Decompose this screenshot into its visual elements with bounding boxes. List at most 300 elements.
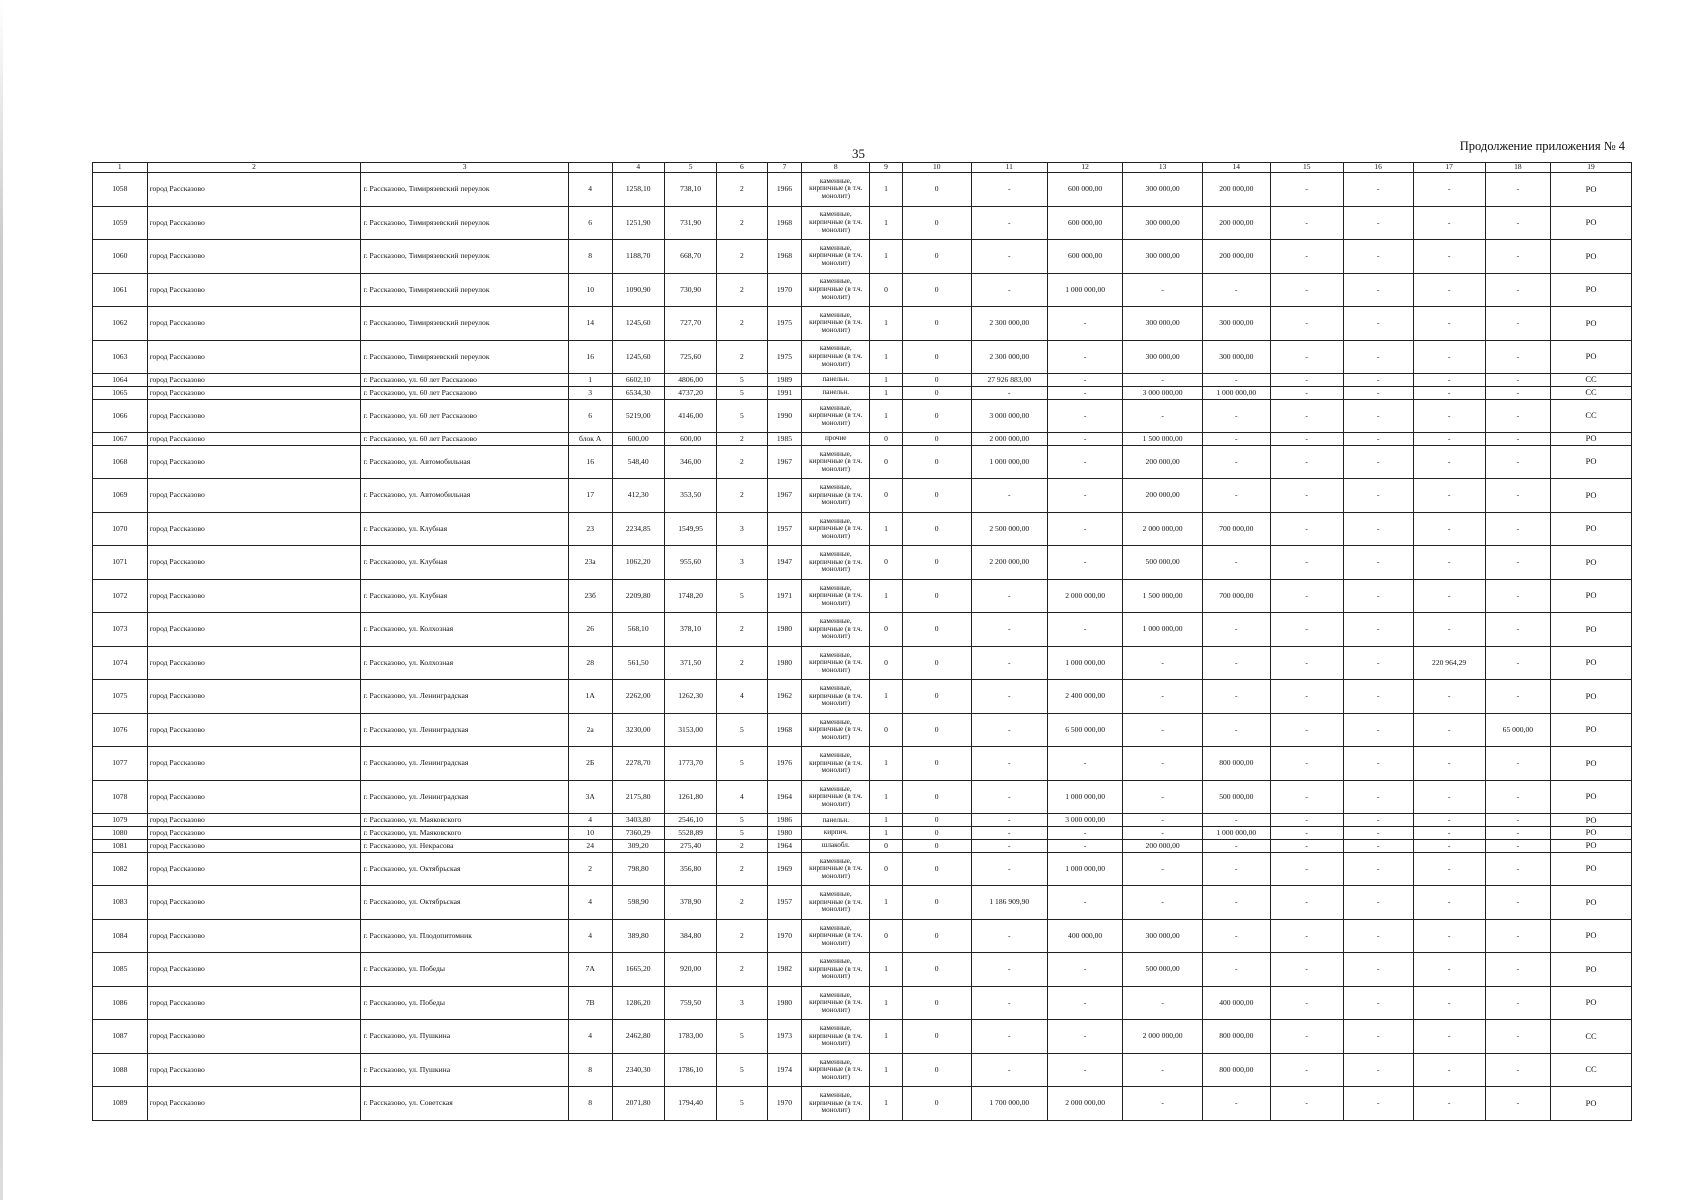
page-number: 35 [852, 146, 865, 161]
table-cell: город Рассказово [147, 713, 361, 747]
table-cell: - [1413, 399, 1485, 433]
table-cell: г. Рассказово, Тимирязевский переулок [361, 240, 568, 274]
table-cell: - [1123, 646, 1203, 680]
table-cell: 1985 [767, 433, 802, 446]
table-cell: - [1123, 886, 1203, 920]
table-cell: - [1202, 399, 1270, 433]
table-cell: 3403,80 [612, 814, 664, 827]
table-cell: - [1413, 240, 1485, 274]
table-cell: 500 000,00 [1123, 546, 1203, 580]
table-row [93, 479, 1632, 513]
table-cell: 10 [568, 827, 612, 840]
table-cell: 1975 [767, 307, 802, 341]
table-cell: г. Рассказово, Тимирязевский переулок [361, 273, 568, 307]
table-cell: - [1270, 986, 1343, 1020]
table-cell: 1060 [93, 240, 148, 274]
table-cell: 200 000,00 [1202, 173, 1270, 207]
table-cell: - [1413, 613, 1485, 647]
table-row [93, 919, 1632, 953]
table-cell: - [1485, 546, 1550, 580]
table-cell: - [1343, 399, 1413, 433]
table-cell: - [1202, 374, 1270, 387]
table-cell: - [1413, 747, 1485, 781]
table-cell: - [971, 852, 1047, 886]
table-row [93, 399, 1632, 433]
table-cell: 0 [902, 579, 971, 613]
table-cell: 2 [717, 646, 767, 680]
table-cell: 1083 [93, 886, 148, 920]
table-cell: 600 000,00 [1047, 173, 1122, 207]
table-cell: - [971, 814, 1047, 827]
table-cell: 1974 [767, 1053, 802, 1087]
table-cell: 1990 [767, 399, 802, 433]
table-cell: 725,60 [664, 340, 716, 374]
table-cell: 400 000,00 [1047, 919, 1122, 953]
table-cell: город Рассказово [147, 579, 361, 613]
table-cell: 300 000,00 [1123, 307, 1203, 341]
table-cell: - [1485, 340, 1550, 374]
table-cell: 200 000,00 [1202, 206, 1270, 240]
table-cell: 1966 [767, 173, 802, 207]
table-cell: город Рассказово [147, 445, 361, 479]
table-cell: 2 [717, 445, 767, 479]
table-cell: 4 [568, 173, 612, 207]
table-cell: 2 000 000,00 [1123, 1020, 1203, 1054]
table-cell: 300 000,00 [1123, 240, 1203, 274]
table-cell: - [1202, 839, 1270, 852]
table-cell: 1067 [93, 433, 148, 446]
table-cell: 1087 [93, 1020, 148, 1054]
table-cell: - [1485, 173, 1550, 207]
table-cell: 1 [870, 374, 903, 387]
table-cell: г. Рассказово, ул. Автомобильная [361, 479, 568, 513]
table-cell: - [1270, 273, 1343, 307]
table-cell: 1 [870, 1053, 903, 1087]
table-cell: 2 000 000,00 [1047, 579, 1122, 613]
table-cell: - [1485, 646, 1550, 680]
table-cell: - [1343, 479, 1413, 513]
table-cell: каменные, кирпичные (в т.ч. монолит) [802, 512, 870, 546]
table-cell: РО [1551, 173, 1632, 207]
table-cell: 0 [870, 273, 903, 307]
table-cell: - [1047, 827, 1122, 840]
table-cell: 1258,10 [612, 173, 664, 207]
table-cell: каменные, кирпичные (в т.ч. монолит) [802, 713, 870, 747]
table-cell: - [1047, 747, 1122, 781]
table-cell: каменные, кирпичные (в т.ч. монолит) [802, 953, 870, 987]
table-cell: 1084 [93, 919, 148, 953]
table-cell: - [1202, 613, 1270, 647]
table-cell: прочие [802, 433, 870, 446]
table-cell: город Рассказово [147, 1020, 361, 1054]
table-cell: 1 [870, 886, 903, 920]
table-cell: 2 [717, 479, 767, 513]
table-row [93, 827, 1632, 840]
table-cell: 0 [870, 445, 903, 479]
table-cell: 2 000 000,00 [1123, 512, 1203, 546]
table-cell: 548,40 [612, 445, 664, 479]
table-cell: 1 000 000,00 [971, 445, 1047, 479]
table-cell: 17 [568, 479, 612, 513]
table-cell: - [1413, 1053, 1485, 1087]
table-cell: 1968 [767, 206, 802, 240]
column-header: 10 [902, 163, 971, 173]
table-cell: каменные, кирпичные (в т.ч. монолит) [802, 445, 870, 479]
table-cell: 1068 [93, 445, 148, 479]
table-cell: 2 [717, 433, 767, 446]
table-cell: 1085 [93, 953, 148, 987]
table-cell: каменные, кирпичные (в т.ч. монолит) [802, 747, 870, 781]
table-cell: каменные, кирпичные (в т.ч. монолит) [802, 1053, 870, 1087]
table-cell: РО [1551, 713, 1632, 747]
table-row [93, 1053, 1632, 1087]
table-cell: 1989 [767, 374, 802, 387]
table-cell: 800 000,00 [1202, 1020, 1270, 1054]
table-cell: - [1343, 307, 1413, 341]
table-cell: 24 [568, 839, 612, 852]
table-cell: г. Рассказово, ул. Клубная [361, 512, 568, 546]
column-header-row [93, 163, 1632, 173]
table-cell: 2209,80 [612, 579, 664, 613]
table-cell: блок А [568, 433, 612, 446]
table-cell: 309,20 [612, 839, 664, 852]
table-cell: 1962 [767, 680, 802, 714]
table-cell: 3 000 000,00 [1123, 386, 1203, 399]
table-cell: 1 000 000,00 [1047, 780, 1122, 814]
table-cell: город Рассказово [147, 646, 361, 680]
scan-edge [0, 0, 3, 1200]
table-cell: - [1202, 713, 1270, 747]
table-cell: - [1270, 340, 1343, 374]
table-cell: 0 [870, 479, 903, 513]
table-cell: 23 [568, 512, 612, 546]
table-cell: 1090,90 [612, 273, 664, 307]
table-cell: - [1270, 827, 1343, 840]
table-cell: 1 [870, 307, 903, 341]
table-cell: 3 000 000,00 [971, 399, 1047, 433]
table-cell: - [1413, 433, 1485, 446]
table-cell: г. Рассказово, ул. Маяковского [361, 827, 568, 840]
table-cell: - [971, 1020, 1047, 1054]
table-cell: 1 000 000,00 [1202, 386, 1270, 399]
table-cell: 1089 [93, 1087, 148, 1121]
table-cell: 1783,00 [664, 1020, 716, 1054]
table-cell: - [1413, 986, 1485, 1020]
table-cell: РО [1551, 986, 1632, 1020]
table-cell: 300 000,00 [1202, 340, 1270, 374]
table-cell: - [1485, 512, 1550, 546]
table-cell: - [1047, 386, 1122, 399]
table-cell: - [1343, 1020, 1413, 1054]
table-cell: 8 [568, 240, 612, 274]
table-cell: - [971, 747, 1047, 781]
table-cell: г. Рассказово, Тимирязевский переулок [361, 340, 568, 374]
table-cell: 600,00 [612, 433, 664, 446]
table-cell: 6534,30 [612, 386, 664, 399]
table-cell: 798,80 [612, 852, 664, 886]
table-cell: 0 [870, 433, 903, 446]
table-cell: - [1485, 886, 1550, 920]
table-cell: 1286,20 [612, 986, 664, 1020]
table-cell: 5 [717, 374, 767, 387]
table-cell: 1 [870, 1087, 903, 1121]
table-cell: - [1202, 814, 1270, 827]
table-row [93, 307, 1632, 341]
table-cell: 700 000,00 [1202, 579, 1270, 613]
table-cell: - [1123, 814, 1203, 827]
table-cell: - [1343, 646, 1413, 680]
table-cell: город Рассказово [147, 240, 361, 274]
table-cell: - [1343, 953, 1413, 987]
table-cell: - [971, 1053, 1047, 1087]
table-cell: 1 [870, 340, 903, 374]
table-cell: - [1270, 713, 1343, 747]
table-cell: каменные, кирпичные (в т.ч. монолит) [802, 546, 870, 580]
table-cell: 1073 [93, 613, 148, 647]
table-cell: - [1270, 579, 1343, 613]
table-row [93, 173, 1632, 207]
table-cell: 7А [568, 953, 612, 987]
table-cell: 731,90 [664, 206, 716, 240]
table-cell: 1 [870, 747, 903, 781]
table-cell: 2175,80 [612, 780, 664, 814]
table-cell: - [1413, 919, 1485, 953]
table-cell: город Рассказово [147, 986, 361, 1020]
table-cell: 1794,40 [664, 1087, 716, 1121]
table-cell: 1065 [93, 386, 148, 399]
table-cell: каменные, кирпичные (в т.ч. монолит) [802, 579, 870, 613]
table-cell: - [1413, 713, 1485, 747]
table-cell: 727,70 [664, 307, 716, 341]
table-cell: - [1343, 445, 1413, 479]
table-cell: 1080 [93, 827, 148, 840]
table-cell: - [1270, 814, 1343, 827]
table-cell: 300 000,00 [1202, 307, 1270, 341]
table-cell: - [1270, 953, 1343, 987]
table-cell: г. Рассказово, ул. Плодопитомник [361, 919, 568, 953]
table-cell: - [1485, 1020, 1550, 1054]
table-cell: 1549,95 [664, 512, 716, 546]
table-row [93, 1087, 1632, 1121]
table-cell: - [1413, 374, 1485, 387]
table-cell: 23а [568, 546, 612, 580]
table-cell: 1082 [93, 852, 148, 886]
table-cell: 1970 [767, 273, 802, 307]
table-cell: - [1047, 340, 1122, 374]
table-cell: - [1270, 919, 1343, 953]
column-header: 14 [1202, 163, 1270, 173]
table-cell: город Рассказово [147, 479, 361, 513]
table-row [93, 340, 1632, 374]
table-cell: 200 000,00 [1123, 839, 1203, 852]
table-cell: 800 000,00 [1202, 1053, 1270, 1087]
appendix-label: Продолжение приложения № 4 [1459, 139, 1625, 153]
table-cell: - [1270, 839, 1343, 852]
table-cell: 28 [568, 646, 612, 680]
table-cell: 1 [870, 512, 903, 546]
table-cell: г. Рассказово, ул. Ленинградская [361, 780, 568, 814]
table-cell: - [1343, 386, 1413, 399]
table-cell: 2Б [568, 747, 612, 781]
table-cell: город Рассказово [147, 512, 361, 546]
table-cell: 1А [568, 680, 612, 714]
table-cell: 2 [717, 839, 767, 852]
table-cell: 2 [717, 613, 767, 647]
table-cell: г. Рассказово, ул. Октябрьская [361, 886, 568, 920]
table-cell: 16 [568, 340, 612, 374]
table-row [93, 780, 1632, 814]
table-cell: 2 [717, 173, 767, 207]
table-row [93, 953, 1632, 987]
table-cell: РО [1551, 646, 1632, 680]
table-cell: 1079 [93, 814, 148, 827]
table-cell: - [1343, 680, 1413, 714]
table-cell: - [1270, 445, 1343, 479]
table-cell: 1070 [93, 512, 148, 546]
table-cell: 3153,00 [664, 713, 716, 747]
table-row [93, 374, 1632, 387]
table-cell: 3 [568, 386, 612, 399]
table-row [93, 546, 1632, 580]
table-cell: - [1485, 919, 1550, 953]
table-row [93, 986, 1632, 1020]
table-cell: - [1485, 374, 1550, 387]
table-cell: 1088 [93, 1053, 148, 1087]
table-cell: город Рассказово [147, 206, 361, 240]
table-cell: РО [1551, 273, 1632, 307]
table-row [93, 839, 1632, 852]
table-cell: - [1343, 1087, 1413, 1121]
table-cell: - [1485, 1053, 1550, 1087]
table-cell: каменные, кирпичные (в т.ч. монолит) [802, 307, 870, 341]
table-cell: 3 [717, 986, 767, 1020]
table-cell: РО [1551, 953, 1632, 987]
table-cell: 378,10 [664, 613, 716, 647]
table-cell: 2 [717, 340, 767, 374]
table-cell: РО [1551, 613, 1632, 647]
table-cell: РО [1551, 852, 1632, 886]
table-cell: г. Рассказово, Тимирязевский переулок [361, 173, 568, 207]
table-cell: 1967 [767, 445, 802, 479]
table-cell: - [1270, 546, 1343, 580]
table-cell: 5 [717, 579, 767, 613]
table-cell: 1 [870, 240, 903, 274]
table-cell: - [971, 839, 1047, 852]
table-cell: РО [1551, 307, 1632, 341]
table-cell: 5 [717, 1053, 767, 1087]
table-cell: - [1485, 386, 1550, 399]
table-row [93, 512, 1632, 546]
table-cell: г. Рассказово, ул. 60 лет Рассказово [361, 386, 568, 399]
table-cell: 0 [902, 173, 971, 207]
table-cell: - [1270, 852, 1343, 886]
table-cell: 1 [870, 399, 903, 433]
table-cell: - [1123, 852, 1203, 886]
table-cell: 1980 [767, 613, 802, 647]
table-cell: - [1485, 240, 1550, 274]
table-cell: - [1343, 1053, 1413, 1087]
table-row [93, 206, 1632, 240]
table-cell: 1 700 000,00 [971, 1087, 1047, 1121]
table-cell: 3 [717, 546, 767, 580]
table-cell: 1058 [93, 173, 148, 207]
table-cell: каменные, кирпичные (в т.ч. монолит) [802, 919, 870, 953]
table-cell: 1975 [767, 340, 802, 374]
table-cell: - [1202, 919, 1270, 953]
table-cell: 1245,60 [612, 340, 664, 374]
table-cell: 5219,00 [612, 399, 664, 433]
table-cell: СС [1551, 399, 1632, 433]
table-cell: 10 [568, 273, 612, 307]
table-cell: 600,00 [664, 433, 716, 446]
table-cell: город Рассказово [147, 780, 361, 814]
column-header: 1 [93, 163, 148, 173]
table-cell: - [1047, 374, 1122, 387]
table-cell: 600 000,00 [1047, 240, 1122, 274]
table-cell: 0 [902, 814, 971, 827]
table-cell: г. Рассказово, ул. Ленинградская [361, 680, 568, 714]
table-cell: 16 [568, 445, 612, 479]
table-cell: - [1485, 206, 1550, 240]
table-cell: РО [1551, 1087, 1632, 1121]
table-cell: 1964 [767, 780, 802, 814]
table-cell: - [1270, 206, 1343, 240]
table-cell: - [1485, 433, 1550, 446]
table-cell: - [1047, 986, 1122, 1020]
table-cell: 800 000,00 [1202, 747, 1270, 781]
column-header: 7 [767, 163, 802, 173]
table-cell: 1251,90 [612, 206, 664, 240]
table-cell: 5 [717, 713, 767, 747]
table-cell: - [1123, 374, 1203, 387]
table-cell: - [971, 240, 1047, 274]
table-cell: 0 [870, 713, 903, 747]
table-cell: 1 000 000,00 [1047, 646, 1122, 680]
table-cell: 200 000,00 [1202, 240, 1270, 274]
table-cell: 4 [568, 1020, 612, 1054]
table-cell: г. Рассказово, ул. 60 лет Рассказово [361, 399, 568, 433]
table-cell: - [1485, 747, 1550, 781]
table-cell: - [1413, 579, 1485, 613]
table-cell: 920,00 [664, 953, 716, 987]
table-cell: 1980 [767, 827, 802, 840]
table-cell: 2 [717, 307, 767, 341]
table-cell: - [1202, 546, 1270, 580]
table-cell: панельн. [802, 374, 870, 387]
table-cell: 0 [902, 839, 971, 852]
table-cell: - [1047, 886, 1122, 920]
table-cell: г. Рассказово, ул. Ленинградская [361, 747, 568, 781]
table-cell: РО [1551, 433, 1632, 446]
table-cell: 6602,10 [612, 374, 664, 387]
table-cell: - [1047, 613, 1122, 647]
table-cell: - [1413, 340, 1485, 374]
table-cell: 5 [717, 747, 767, 781]
table-cell: - [971, 173, 1047, 207]
table-cell: 275,40 [664, 839, 716, 852]
table-cell: город Рассказово [147, 747, 361, 781]
table-cell: - [1485, 613, 1550, 647]
table-cell: - [1485, 445, 1550, 479]
table-cell: 1066 [93, 399, 148, 433]
table-cell: РО [1551, 839, 1632, 852]
table-cell: 356,80 [664, 852, 716, 886]
table-cell: 3230,00 [612, 713, 664, 747]
table-cell: РО [1551, 747, 1632, 781]
table-body [93, 163, 1632, 1121]
table-cell: 1773,70 [664, 747, 716, 781]
table-cell: - [1270, 374, 1343, 387]
